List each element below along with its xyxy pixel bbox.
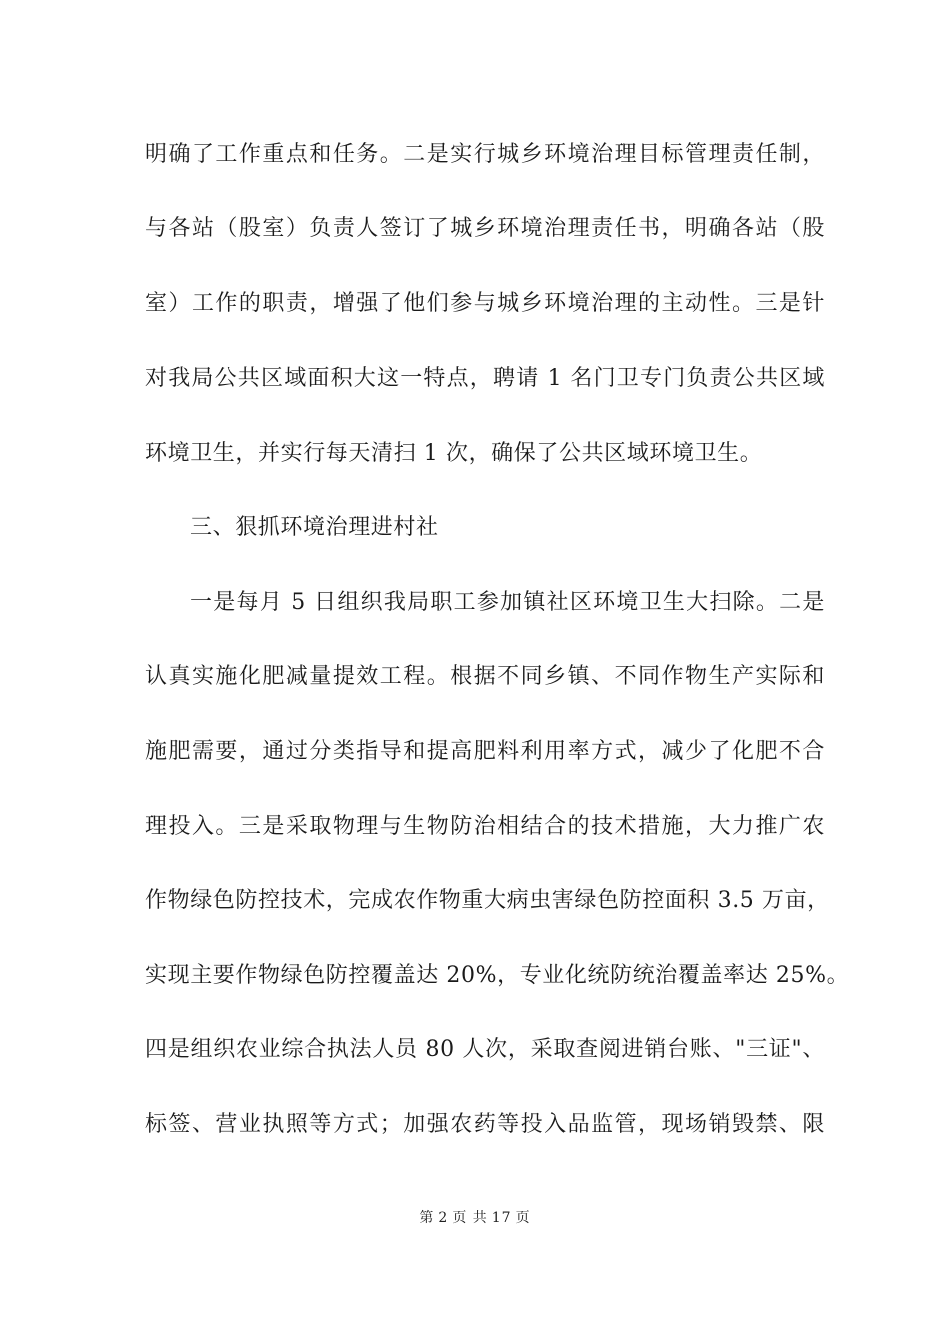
body-line: 一是每月 5 日组织我局职工参加镇社区环境卫生大扫除。二是	[190, 590, 825, 615]
footer-prefix: 第	[419, 1210, 435, 1226]
page-footer	[0, 1208, 950, 1228]
total-pages: 17	[491, 1210, 512, 1226]
body-line: 四是组织农业综合执法人员 80 人次，采取查阅进销台账、"三证"、	[145, 1037, 825, 1062]
body-line: 实现主要作物绿色防控覆盖达 20%，专业化统防统治覆盖率达 25%。	[145, 963, 850, 988]
section-heading: 三、狠抓环境治理进村社	[190, 515, 439, 540]
body-line: 对我局公共区域面积大这一特点，聘请 1 名门卫专门负责公共区域	[145, 366, 825, 391]
body-line: 标签、营业执照等方式；加强农药等投入品监管，现场销毁禁、限	[145, 1112, 825, 1137]
footer-middle: 页 共	[452, 1210, 488, 1226]
body-line: 明确了工作重点和任务。二是实行城乡环境治理目标管理责任制，	[145, 142, 825, 167]
body-line: 与各站（股室）负责人签订了城乡环境治理责任书，明确各站（股	[145, 216, 825, 241]
footer-suffix: 页	[515, 1210, 531, 1226]
body-line: 认真实施化肥减量提效工程。根据不同乡镇、不同作物生产实际和	[145, 664, 825, 689]
page-number: 2	[438, 1210, 449, 1226]
body-line: 施肥需要，通过分类指导和提高肥料利用率方式，减少了化肥不合	[145, 739, 825, 764]
body-line: 作物绿色防控技术，完成农作物重大病虫害绿色防控面积 3.5 万亩，	[145, 888, 830, 913]
body-line: 理投入。三是采取物理与生物防治相结合的技术措施，大力推广农	[145, 814, 825, 839]
body-line: 环境卫生，并实行每天清扫 1 次，确保了公共区域环境卫生。	[145, 441, 763, 466]
body-line: 室）工作的职责，增强了他们参与城乡环境治理的主动性。三是针	[145, 291, 825, 316]
